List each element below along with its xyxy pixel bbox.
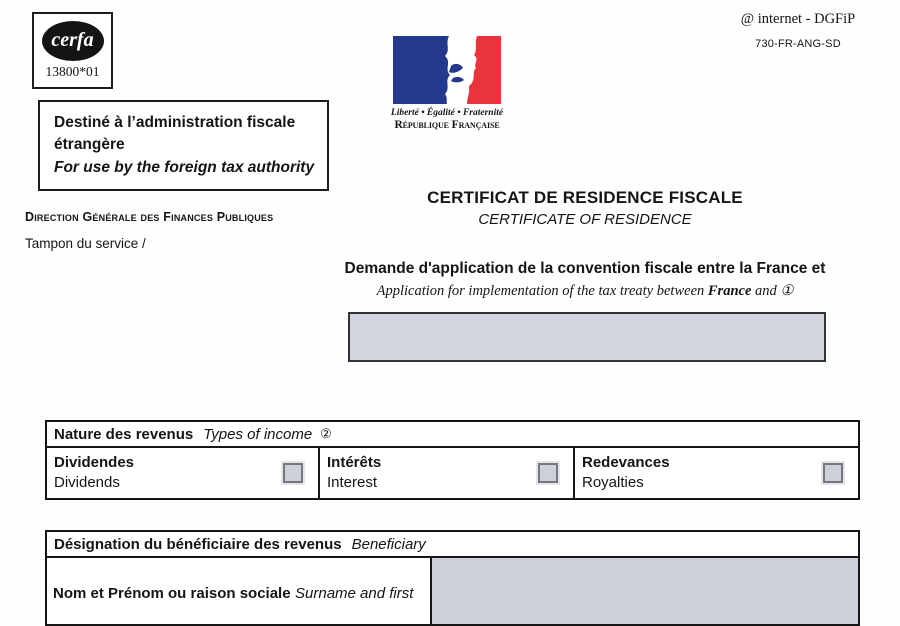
beneficiary-name-label-en: Surname and first [295, 585, 414, 602]
income-cell-royalties [575, 448, 858, 498]
dividends-labels [54, 453, 134, 494]
dividends-label-fr: Dividendes [54, 453, 135, 471]
income-cell-interest [320, 448, 575, 498]
interest-label-en: Interest [327, 474, 378, 491]
cerfa-logo-text: cerfa [51, 29, 94, 51]
dividends-checkbox[interactable] [283, 463, 303, 483]
royalties-checkbox[interactable] [823, 463, 843, 483]
royalties-label-fr: Redevances [582, 453, 670, 471]
beneficiary-title-en: Beneficiary [351, 535, 426, 553]
form-reference-code: 730-FR-ANG-SD [755, 38, 841, 50]
cerfa-form-number: 13800*01 [45, 64, 100, 79]
page-title-fr: CERTIFICAT DE RESIDENCE FISCALE [427, 188, 743, 207]
republique-francaise-label: République Française [394, 119, 500, 131]
document-title-block [310, 188, 860, 228]
income-types-table [45, 420, 860, 500]
foreign-authority-notice-box [38, 100, 329, 191]
note-ref-2: ② [320, 426, 332, 441]
page-title-en: CERTIFICATE OF RESIDENCE [478, 211, 692, 228]
treaty-request-en-prefix: Application for implementation of the tax treaty between [376, 283, 708, 299]
cerfa-logo [42, 21, 104, 61]
treaty-request-en-country: France [707, 283, 752, 299]
form-references [718, 11, 878, 50]
internet-dgfip-label: @ internet - DGFiP [740, 11, 856, 27]
income-types-title-en: Types of income [203, 425, 313, 443]
beneficiary-name-input-field[interactable] [432, 558, 858, 624]
income-types-title-fr: Nature des revenus [54, 425, 194, 443]
income-cell-dividends [47, 448, 320, 498]
treaty-request-en-suffix: and [751, 283, 781, 299]
income-types-header [47, 422, 858, 448]
royalties-labels [582, 453, 670, 494]
beneficiary-title-fr: Désignation du bénéficiaire des revenus [54, 535, 342, 553]
interest-labels [327, 453, 381, 494]
beneficiary-table [45, 530, 860, 626]
treaty-request-block [295, 260, 875, 300]
interest-checkbox[interactable] [538, 463, 558, 483]
interest-label-fr: Intérêts [327, 453, 382, 471]
foreign-authority-notice-en: For use by the foreign tax authority [54, 158, 315, 176]
treaty-request-en [295, 283, 875, 300]
beneficiary-name-row [47, 558, 858, 624]
treaty-request-fr: Demande d'application de la convention fiscale entre la France et [344, 260, 826, 277]
marianne-flag-icon [393, 36, 501, 104]
note-ref-1: ① [780, 283, 794, 299]
beneficiary-name-label-fr: Nom et Prénom ou raison sociale [53, 585, 291, 602]
republique-francaise-logo-block [388, 36, 506, 131]
beneficiary-name-labels [53, 584, 413, 604]
direction-generale-label: Direction Générale des Finances Publiques [25, 210, 274, 224]
cerfa-logo-box [32, 12, 113, 89]
royalties-label-en: Royalties [582, 474, 644, 491]
income-types-row [47, 448, 858, 498]
beneficiary-name-label-cell [47, 558, 432, 624]
beneficiary-header [47, 532, 858, 558]
service-stamp-label: Tampon du service / [25, 236, 146, 251]
foreign-authority-notice-fr: Destiné à l’administration fiscale étrangère [54, 114, 296, 154]
liberte-egalite-fraternite-motto: Liberté • Égalité • Fraternité [390, 108, 504, 118]
dividends-label-en: Dividends [54, 474, 120, 491]
country-input-field[interactable] [348, 312, 826, 362]
